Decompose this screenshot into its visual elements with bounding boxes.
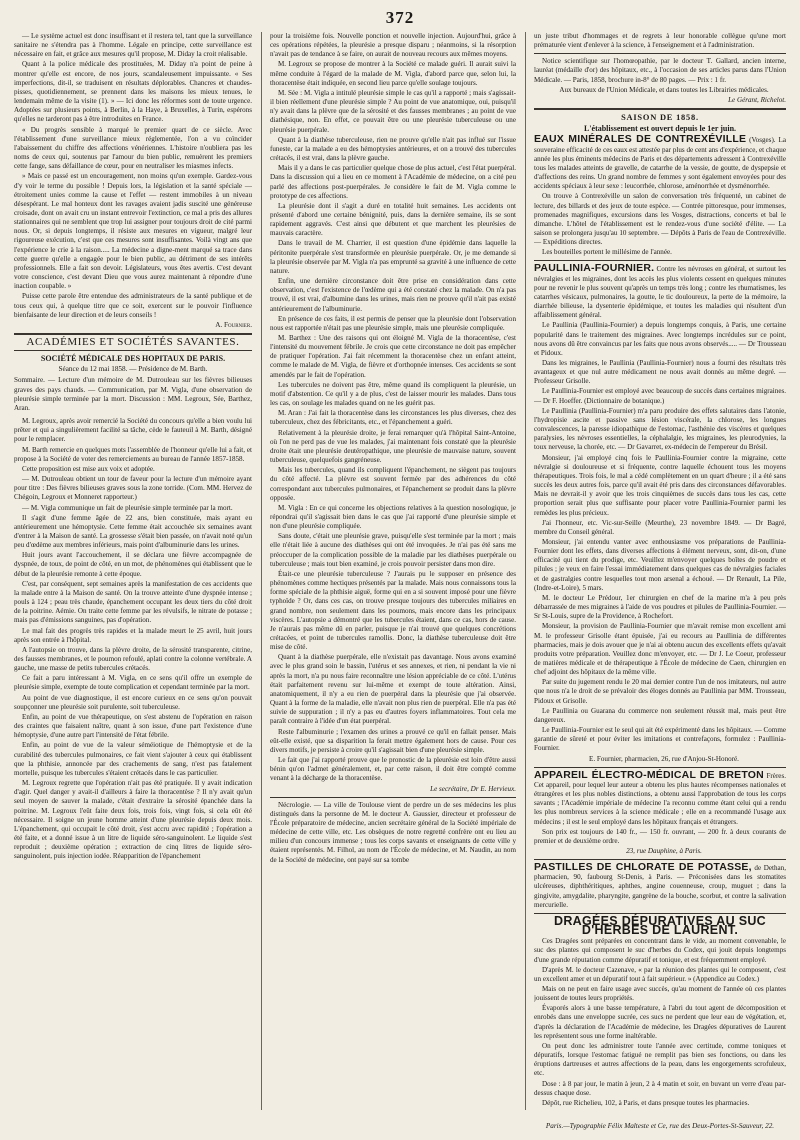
section-title: ACADÉMIES ET SOCIÉTÉS SAVANTES.	[26, 336, 240, 348]
ad-text: On trouve à Contrexéville un salon de conversation très fréquenté, un cabinet de lecture, des billards et des jeux de toute espèce. — Contrée pittoresque, pour immenses, promenades magnifiques, excursions dans les Vosges, distractions, concerts et bal le dimanche. L'hôtel de l'établissement est le rendez-vous d'une société d'élite. — La saison se prolongera jusqu'au 10 septembre. — Dépôts à Paris de l'eau de Contrexéville. — Expéditions directes.	[534, 192, 786, 247]
paragraph: La pleurésie dont il s'agit a duré en totalité huit semaines. Les accidents ont présenté d'abord une certaine bénignité, puis, dans la dernière semaine, ils se sont rapidement aggravés. C'est ainsi que débutent et que marchent les pleurésies de mauvais caractère.	[270, 201, 516, 238]
column-2	[270, 32, 516, 1116]
paragraph: M. Aran : J'ai fait la thoracentèse dans les circonstances les plus diverses, chez des tuberculeux, chez des fébricitants, etc., et l'épanchement a guéri.	[270, 409, 516, 427]
paragraph: Le mal fait des progrès très rapides et la malade meurt le 25 avril, huit jours après son entrée à l'hôpital.	[14, 626, 252, 644]
ad-text: Les bouteilles portent le millésime de l'année.	[542, 248, 672, 257]
paragraph: En présence de ces faits, il est permis de penser que la pleurésie dont l'observation nous est rapportée n'était pas une pleurésie simple, mais une pleurésie compliquée.	[270, 314, 516, 332]
paragraph: Sans doute, c'était une pleurésie grave, puisqu'elle s'est terminée par la mort ; mais elle n'était liée à aucune des diathèses qui ont été invoquées. Je n'ai pas été sans me préoccuper de la complication possible de la maladie par les diathèses puerpérale ou tuberculeuse ; mais tout bien examiné, je crois pouvoir persister dans mon dire.	[270, 532, 516, 568]
paragraph: M. Barth remercie en quelques mots l'assemblée de l'honneur qu'elle lui a fait, et propose à la Société de voter des remerciements au bureau de l'année 1857-1858.	[14, 445, 252, 463]
paragraph: Au point de vue diagnostique, il est encore curieux en ce sens qu'on pouvait soupçonner une pleurésie soit purulente, soit tuberculeuse.	[14, 693, 252, 711]
ad-text: Ces Dragées sont préparées en concentrant dans le vide, au moment convenable, le suc des plantes qui composent le suc d'herbes du Codex, qui jouit depuis longtemps d'une grande réputation comme dépuratif et tonique, et est fréquemment employé.	[534, 937, 786, 964]
paragraph: Quant à la diathèse puerpérale, elle n'existait pas davantage. Nous avons examiné avec le plus grand soin le bassin, l'utérus et ses annexes, et rien, ni pendant la vie ni après la mort, n'a pu nous faire reconnaître une lésion appréciable de ce côté. L'utérus était parfaitement revenu sur lui-même et exempt de toute altération. Ainsi, anatomiquement, il n'y a eu rien de puerpéral dans la pleurésie que j'ai observée. Quant à la forme de la maladie, elle n'avait non plus rien de puerpéral. Elle n'a pas été suivie de suppuration ; il n'y a pas eu d'autres foyers inflammatoires. Tout cela me paraît contraire à l'idée d'un état puerpéral.	[270, 653, 516, 726]
divider	[534, 767, 786, 768]
necrology: Nécrologie. — La ville de Toulouse vient de perdre un de ses médecins les plus distingués dans la personne de M. le docteur A. Gaussier, directeur et professeur de l'École préparatoire de médecine, ancien secrétaire général de la Société impériale de médecine de cette ville, etc. Les obsèques de notre regretté confrère ont eu lieu au milieu d'un concours immense ; tous les corps savants et enseignants de cette ville y étaient représentés. M. Filhol, au nom de l'École de médecine, et M. Naudin, au nom de la Société de médecine, ont payé sur sa tombe	[270, 800, 516, 864]
ad-title-dragees: DRAGÉES DÉPURATIVES AU SUC D'HERBES DE LAURENT.	[554, 913, 766, 938]
divider	[534, 108, 786, 110]
ad-text: Le Paullinia (Paullinia-Fournier) a depuis longtemps conquis, à Paris, une certaine popularité dans le traitement des migraines. Avec longtemps incrédules sur ce point, nous avons dû être convaincus par les faits que nous avons observés..... — Dr Trousseau et Pidoux.	[534, 321, 786, 357]
divider	[14, 350, 252, 351]
ad-text: Monsieur, j'ai entendu vanter avec enthousiasme vos préparations de Paullinia-Fournier dont les effets, dans diverses affections à élément nerveux, sont, dit-on, d'une efficacité qui tient du prodige, etc. Veuillez m'envoyer quelques boîtes de poudre et pilules ; je veux en faire l'essai immédiatement dans quelques cas de névralgies faciales et de gastralgies contre lesquelles tout mon arsenal a échoué. — Dr Renault, La Pile, (Indre-et-Loire), 5 mars.	[534, 537, 786, 592]
paragraph: M. Sée : M. Vigla a intitulé pleurésie simple le cas qu'il a rapporté ; mais s'agissait-il bien réellement d'une pleurésie simple ? Au point de vue anatomique, oui, puisqu'il n'y avait dans la plèvre que de la sérosité et des fausses membranes ; au point de vue diathésique, non. En effet, ce pouvait être ou une pleurésie tuberculeuse ou une pleurésie puerpérale.	[270, 88, 516, 134]
paragraph: — Le système actuel est donc insuffisant et il restera tel, tant que la surveillance sanitaire ne s'étendra pas à l'homme. Légale en principe, cette surveillance est nécessaire en fait, et grâce aux mesures qu'il propose, M. Diday la croit réalisable.	[14, 32, 252, 59]
paragraph: Mais il y a dans le cas particulier quelque chose de plus actuel, c'est l'état puerpéral. Dans la discussion qui a lieu en ce moment à l'Académie de médecine, on a cité peu parlé des affections post-puerpérales. Je considère le fait de M. Vigla comme le prototype de ces affections.	[270, 164, 516, 200]
column-divider-1	[261, 32, 262, 1110]
paragraph: Les tubercules ne doivent pas être, même quand ils compliquent la pleurésie, un motif d'abstention. Ce qu'il y a de plus, c'est de laisser mourir les malades. Dans tous les cas, on soulage les malades quand on ne les guérit pas.	[270, 380, 516, 408]
notice: Notice scientifique sur l'homœopathie, par le docteur T. Gallard, ancien interne, lauréat (médaille d'or) des hôpitaux, etc., à l'occasion de ses articles parus dans l'Union Médicale. — Paris, 1858, brochure in-8° de 80 pages. — Prix : 1 fr.	[534, 57, 786, 84]
paragraph: M. Legroux, après avoir remercié la Société du concours qu'elle a bien voulu lui prêter et qui a singulièrement facilité sa tâche, cède le fauteuil à M. Barth, désigné pour le remplacer.	[14, 417, 252, 444]
paragraph: Reste l'albuminurie ; l'examen des urines a prouvé ce qu'il en fallait penser. Mais eût-elle existé, que sa disparition la ferait mettre également hors de cause. Pour ces divers motifs, je persiste à croire qu'il s'agissait bien d'une pleurésie simple.	[270, 727, 516, 754]
ad-text: Dépôt, rue Richelieu, 102, à Paris, et dans presque toutes les pharmacies.	[542, 1098, 750, 1107]
ad-title-contrexeville: EAUX MINÉRALES DE CONTREXÉVILLE	[534, 133, 747, 146]
column-3	[534, 32, 786, 1116]
ad-text: On peut donc les administrer toute l'année avec certitude, comme toniques et dépuratifs, lorsque l'estomac fatigué ne remplit pas bien ses fonctions, ou dans les éruptions dartreuses et autres affections de la peau, dans les engorgements scrofuleux, etc.	[534, 1041, 786, 1078]
paragraph: Quant à la police médicale des prostituées, M. Diday n'a point de peine à montrer qu'elle est encore, de nos jours, scandaleusement impuissante. « Ses imperfections, dit-il, se traduisent en résultats déplorables. Chancres et chaudes-pisses, quotidiennement, se prennent dans les maisons les mieux tenues, le lendemain même de la visite (1). » — Ici donc les réformes sont de toute urgence. Adoptées sur plusieurs points, à Berlin, à la Haye, à Bruxelles, à Turin, espérons qu'elles ne tarderont pas à être introduites en France.	[14, 60, 252, 124]
paragraph: Le fait que j'ai rapporté prouve que le pronostic de la pleurésie est loin d'être aussi bénin qu'on l'admet généralement, et, par cette raison, il doit être compté comme venant à la décharge de la thoracentèse.	[270, 756, 516, 783]
ad-text: Le Paullinia-Fournier est le seul qui ait été expérimenté dans les hôpitaux. — Comme garantie de sûreté et pour éviter les imitations et contrefaçons, formulez : Paullinia-Fournier.	[534, 726, 786, 753]
ad-text: D'après M. le docteur Cazenave, « par la réunion des plantes qui le composent, c'est un excellent amer et un dépuratif tout à fait supérieur. » (Appendice au Codex.)	[534, 965, 786, 983]
ad-text: J'ai l'honneur, etc. Vic-sur-Seille (Meurthe), 23 novembre 1849. — Dr Bagré, membre du Conseil général.	[534, 518, 786, 536]
paragraph: M. Legroux se propose de montrer à la Société ce malade guéri. Il aurait suivi la même conduite à l'égard de la malade de M. Vigla, d'abord parce que, selon lui, la thoracentèse était indiquée, en second lieu parce qu'elle soulage toujours.	[270, 60, 516, 87]
column-divider-2	[525, 32, 526, 1110]
season-subheading: L'établissement est ouvert depuis le 1er juin.	[583, 124, 737, 134]
ad-text: Dans les migraines, le Paullinia (Paullinia-Fournier) nous a fourni des résultats très avantageux et que nul autre médicament ne nous avait donnés au même degré. — Professeur Grisolle.	[534, 359, 786, 386]
paragraph: Dans le travail de M. Charrier, il est question d'une épidémie dans laquelle la péritonite puerpérale s'est transformée en pleurésie puerpérale. Or, je me demande si la pleurésie observée par M. Vigla n'a pas emprunté sa gravité à une influence de cette nature.	[270, 239, 516, 275]
paragraph: Cette proposition est mise aux voix et adoptée.	[22, 464, 155, 473]
paragraph: M. Barthez : Une des raisons qui ont éloigné M. Vigla de la thoracentèse, c'est l'intensité du mouvement fébrile. Je crois que cette circonstance ne doit pas empêcher de pratiquer l'opération. J'ai fait récemment la thoracentèse chez un enfant atteint, comme le malade de M. Vigla, de fièvre et d'orthopnée intenses. Ces accidents se sont amendés par le fait de l'opération.	[270, 334, 516, 379]
ad-text: Mais on ne peut en faire usage avec succès, qu'au moment de l'année où ces plantes jouissent de toutes leurs propriétés.	[534, 985, 786, 1003]
paragraph: Relativement à la pleurésie droite, je ferai remarquer qu'à l'hôpital Saint-Antoine, où l'on ne perd pas de vue les malades, j'ai maintenant fois constaté que la pleurésie droite était une pleurésie deutéropathique, une pleurésie de mauvaise nature, souvent tuberculeuse, quelquefois gangréneuse.	[270, 428, 516, 465]
divider	[14, 333, 252, 335]
paragraph: M. Vigla : En ce qui concerne les objections relatives à la question nosologique, je répondrai qu'il s'agissait bien dans le cas que j'ai rapporté d'une pleurésie simple et non d'une pleurésie compliquée.	[270, 503, 516, 531]
society-title: SOCIÉTÉ MÉDICALE DES HOPITAUX DE PARIS.	[40, 354, 226, 364]
ad-text: Par suite du jugement rendu le 20 mai dernier contre l'un de nos imitateurs, nul autre que nous n'a le droit de se prévaloir des éloges donnés au Paullinia par MM. Trousseau, Pidoux et Grisolle.	[534, 678, 786, 705]
ad-text: Le Paullinia-Fournier est employé avec beaucoup de succès dans certaines migraines. — Dr F. Hoeffer. (Dictionnaire de botanique.)	[534, 387, 786, 405]
paragraph: Enfin, au point de vue thérapeutique, on s'est abstenu de l'opération en raison des craintes que faisaient naître, quant à son issue, d'une part l'existence d'une hémoptysie, d'une autre part l'intensité de l'état fébrile.	[14, 712, 252, 740]
gerant: Le Gérant, Richelot.	[728, 95, 786, 104]
paragraph: Mais les tubercules, quand ils compliquent l'épanchement, ne siègent pas toujours du côté affecté. La plèvre est souvent fermée par des adhérences du côté correspondant aux tubercules pulmonaires, et l'épanchement se produit dans la plèvre opposée.	[270, 466, 516, 502]
newspaper-page	[14, 8, 786, 1134]
secretary-signature: Le secrétaire, Dr E. Hervieux.	[430, 784, 516, 793]
divider	[534, 859, 786, 860]
sommaire: Sommaire. — Lecture d'un mémoire de M. Dutrouleau sur les fièvres bilieuses graves des pays chauds. — Communication, par M. Vigla, d'une observation de pleurésie simple terminée par la mort. Discussion : MM. Legroux, Sée, Barthez, Aran.	[14, 376, 252, 412]
paragraph: Huit jours avant l'accouchement, il se déclara une fièvre accompagnée de dyspnée, de toux, de point de côté, en un mot, de phénomènes qui établissent que le début de la pleurésie remonte à cette époque.	[14, 551, 252, 578]
paragraph: Enfin, une dernière circonstance doit être prise en considération dans cette observation, c'est l'existence de l'œdème qui a été constaté chez la malade. On n'a pas trouvé, il est vrai, d'albumine dans les urines, mais rien ne prouve qu'il n'ait pas existé antérieurement de l'albuminurie.	[270, 277, 516, 313]
paragraph: » Mais ce passé est un encouragement, non moins qu'un exemple. Gardez-vous d'y voir le terme du possible ! Depuis lors, la législation et la santé spéciale — étroitement unies comme la cause et l'effet — restent immobiles à un niveau désespérant. Le mal honteux dont les ravages avaient jadis suscité une généreuse croisade, dont on avait cru un instant entrevoir l'extinction, ce mal a pris des allures stationnaires qui ne semblent que trop lui assigner pour toujours droit de cité parmi nous. Or, si depuis longtemps, il résiste aux mesures en vigueur, malgré leur rigoureuse exécution, c'est que ces mesures sont insuffisantes. Voilà vingt ans que l'expérience le crie à la raison..... La médecine a digne-ment marqué sa trace dans cette guerre qu'elle a engagée pour le bien public, au détriment de ses intérêts professionnels. Elle a fait son devoir. Législateurs, vous êtes avertis. C'est devant votre conscience, c'est devant Dieu que vous aurez maintenant à répondre d'une inaction coupable. »	[14, 172, 252, 291]
paragraph: — M. Vigla communique un fait de pleurésie simple terminée par la mort.	[22, 503, 233, 512]
ad-text: Le Paullinia ou Guarana du commerce non seulement réussit mal, mais peut être dangereux.	[534, 706, 786, 724]
paragraph: Il s'agit d'une femme âgée de 22 ans, bien constituée, mais ayant eu antérieurement une hémoptysie. Cette femme était accouchée six semaines avant d'entrer à la Maison de santé. La grossesse s'était bien passée, on n'avait noté qu'un peu d'œdème aux membres inférieurs, mais point d'albuminurie dans les urines.	[14, 513, 252, 550]
page-number: 372	[385, 8, 415, 27]
ad-text: Le Paullinia (Paullinia-Fournier) m'a paru produire des effets salutaires dans l'atonie, l'hydropisie ascite et passive sans lésion viscérale, la chlorose, les longues convalescences, la paresse idiopathique de l'estomac, l'asthénie des viscères et quelques paralysies, les névroses essentielles, la céphalalgie, les migraines, les pleurodynies, la toux nerveuse, la chorée, etc. — Dr Gavarret, ex-médecin de l'empereur du Brésil.	[534, 406, 786, 452]
printer-footer: Paris.—Typographie Félix Malteste et Ce, rue des Deux-Portes-St-Sauveur, 22.	[545, 1122, 775, 1130]
ad-text: M. le docteur Le Prédour, 1er chirurgien en chef de la marine m'a à peu près débarrassée de mes migraines à l'aide de vos poudres et pilules de Paullinia-Fournier. — Sr St-Louis, supre de la Providence, à Rochefort.	[534, 593, 786, 621]
ad-address: E. Fournier, pharmacien, 26, rue d'Anjou-St-Honoré.	[589, 754, 739, 763]
ad-title-paullinia: PAULLINIA-FOURNIER.	[534, 262, 655, 275]
ad-title-pastilles: PASTILLES DE CHLORATE DE POTASSE,	[534, 861, 752, 874]
ad-text: Contre les névroses en général, et surtout les névralgies et les migraines, dont les accès les plus violents cessent en quelques minutes pour ne revenir le plus souvent qu'après un temps très long ; contre les rhumatismes, les catarrhes vésicaux, pulmonaires, la goutte, le tic douloureux, la perte de la mémoire, la diarrhée bilieuse, la dysenterie épidémique, et toutes les maladies qui résultent d'un affaiblissement général.	[534, 265, 786, 320]
ad-text: Évaporés alors à une basse température, à l'abri du tout agent de décomposition et enrobés dans une enveloppe sucrée, ces sucs ne perdent que leur eau de végétation, et, d'après la déclaration de l'Académie de médecine, les Dragées dépuratives de Laurent les représentent sous une forme inaltérable.	[534, 1004, 786, 1040]
ad-text: Monsieur, j'ai employé cinq fois le Paullinia-Fournier contre la migraine, cette névralgie si douloureuse et si fréquente, contre laquelle échouent tous les moyens thérapeutiques. Trois fois, le mal a cédé complètement en un quart d'heure ; il a été sans succès les deux autres fois, parce qu'il avait été pris dans des circonstances défavorables. Mais ne devrait-il y avoir que les trois cinquièmes de succès dans tous les cas, cette proportion serait plus que suffisante pour placer votre Paullinia-Fournier parmi les remèdes les plus précieux.	[534, 453, 786, 517]
ad-text: Son prix est toujours de 140 fr., — 150 fr. ouvrant, — 200 fr. à deux courants de premier et de deuxième ordre.	[534, 827, 786, 845]
paragraph: un juste tribut d'hommages et de regrets à leur honorable collègue qu'une mort prématurée vient d'enlever à la science, à l'enseignement et à l'administration.	[534, 32, 786, 50]
paragraph: Était-ce une pleurésie tuberculeuse ? J'aurais pu le supposer en présence des phénomènes comme hectiques présentés par la malade. Mais nous connaissons tous la forme spéciale de la phthisie aiguë, forme qui en a si souvent imposé pour une fièvre typhoïde ? Or, dans ces cas, on trouve presque toujours des tubercules miliaires en grand nombre, non seulement dans les poumons, mais encore dans les principaux viscères. L'autopsie a démontré que les tubercules étaient, dans ce cas, hors de cause. Je n'aurais pas même dû en parler, puisque je n'ai trouvé que quelques concrétions crétacées, et point de tubercules ramollis. Donc, la diathèse tuberculeuse doit être mise de côté.	[270, 569, 516, 652]
paragraph: Ce fait a paru intéressant à M. Vigla, en ce sens qu'il offre un exemple de pleurésie simple, exempte de toute complication et cependant terminée par la mort.	[14, 674, 252, 692]
signature: A. Fournier.	[215, 320, 252, 329]
paragraph: A l'autopsie on trouve, dans la plèvre droite, de la sérosité transparente, citrine, des fausses membranes, et le poumon refoulé, aplati contre la colonne vertébrale. A gauche, une masse de petits tubercules crétacés.	[14, 645, 252, 673]
paragraph: M. Legroux regrette que l'opération n'ait pas été pratiquée. Il y avait indication d'agir. Quel danger y avait-il d'ailleurs à faire la thoracentèse ? Il n'y avait qu'un seul moyen de sauver la malade, c'était d'extraire la sérosité épanchée dans la poitrine. M. Legroux l'eût faite deux fois, trois fois, vingt fois, si cela eût été nécessaire. Il soigne un jeune homme atteint d'une pleurésie depuis deux mois. L'épanchement, qui occupait le côté droit, s'est accru avec rapidité ; l'opération a été faite, et a donné issue à un litre de liquide séro-sanguinolent. Le liquide s'est reproduit ; deuxième opération ; extraction de cinq litres de liquide séro-sanguinolent, puis injection iodée. Réapparition de l'épanchement	[14, 779, 252, 861]
seance-line: Séance du 12 mai 1858. — Présidence de M. Barth.	[58, 365, 208, 374]
paragraph: — M. Dutrouleau obtient un tour de faveur pour la lecture d'un mémoire ayant pour titre : Des fièvres bilieuses graves sous la zone torride. (Com. MM. Hervez de Chégoin, Legroux et Monneret rapporteur.)	[14, 475, 252, 502]
divider	[534, 260, 786, 261]
paragraph: Quant à la diathèse tuberculeuse, rien ne prouve qu'elle n'ait pas influé sur l'issue funeste, car la malade a eu des hémoptysies antérieures, et on a trouvé des tubercules crétacés, il est vrai, dans la plèvre gauche.	[270, 135, 516, 163]
season-heading: SAISON DE 1858.	[621, 113, 699, 123]
ad-text: (Vosges). La souveraine efficacité de ces eaux est attestée par plus de cent ans d'expérience, et chaque année les plus éminents médecins de Paris et des départements adressent à Contrexéville tous les malades atteints de gravelle, de catarrhe de la vessie, de goutte, de dyspepsie et d'affections des reins. Un grand nombre de femmes y sont également envoyées pour des accidents spéciaux à leur sexe : leucorrhée, chlorose, aménorrhée et dysménorrhée.	[534, 136, 786, 191]
divider	[534, 53, 786, 54]
ad-address: 23, rue Dauphine, à Paris.	[626, 846, 702, 855]
column-1	[14, 32, 252, 1116]
notice-availability: Aux bureaux de l'Union Médicale, et dans toutes les Librairies médicales.	[559, 85, 769, 94]
paragraph: Puisse cette parole être entendue des administrateurs de la santé publique et de tous ceux qui, à quelque titre que ce soit, exercent sur le pouvoir l'influence bienfaisante de leur direction et de leurs conseils !	[14, 292, 252, 319]
ad-text: Frères. Cet appareil, pour lequel leur auteur a obtenu les plus hautes récompenses nationales et étrangères et les plus nobles distinctions, a obtenu aussi l'approbation de tous les corps savants ; l'Académie impériale de médecine l'a reconnu comme étant celui qui a rendu les plus nombreux services à la science médicale ; elle en a recommandé l'usage aux médecins ; il est le seul employé dans les hôpitaux français et étrangers.	[534, 771, 786, 826]
paragraph: pour la troisième fois. Nouvelle ponction et nouvelle injection. Aujourd'hui, grâce à ces opérations répétées, la pleurésie a presque disparu ; néanmoins, si la résorption n'avait pas de tendance à se faire, on aurait de nouveau recours aux mêmes moyens.	[270, 32, 516, 59]
paragraph: Enfin, au point de vue de la valeur séméiotique de l'hémoptysie et de la curabilité des tubercules pulmonaires, ce fait vient s'ajouter à ceux qui établissent que la phthisie, annoncée par des crachements de sang, n'est pas fatalement mortelle, puisque les tubercules s'étaient crétacés dans le cas particulier.	[14, 741, 252, 777]
divider	[270, 797, 516, 798]
ad-text: Dose : à 8 par jour, le matin à jeun, 2 à 4 matin et soir, en buvant un verre d'eau par-dessus chaque dose.	[534, 1079, 786, 1097]
ad-title-electro: APPAREIL ÉLECTRO-MÉDICAL DE BRETON	[534, 768, 764, 781]
paragraph: C'est, par conséquent, sept semaines après la manifestation de ces accidents que la malade entre à la Maison de santé. On la trouve atteinte d'une dyspnée intense ; pouls à 124 ; peau très chaude, épanchement occupant les deux tiers du côté droit de la poitrine. Aémie. On traite cette femme par les révulsifs, le nitrate de potasse ; mais pas d'émissions sanguines, pas d'opération.	[14, 579, 252, 625]
ad-text: Monsieur, la provision de Paullinia-Fournier que m'avait remise mon excellent ami M. le professeur Grisolle étant épuisée, j'ai eu recours au Paullinia de différentes pharmacies, mais je dois avouer que je n'ai ai obtenu aucun des excellents effets qu'avait produits votre préparation. Veuillez donc m'envoyer, etc. — Dr J. Le Coeur, professeur de matières médicale et de thérapeutique à l'École de médecine de Caen, chirurgien en chef adjoint des hôpitaux de la même ville.	[534, 622, 786, 677]
ad-text: de Dethan, pharmacien, 90, faubourg St-Denis, à Paris. — Préconisées dans les stomatites ulcéreuses, diphthéritiques, aphthes, angine couenneuse, croup, muguet ; dans la gingivite, amygdalite, pharyngite, gangrène de la bouche, scorbut, et contre la salivation mercurielle.	[534, 864, 786, 909]
paragraph: « Du progrès sensible à marqué le premier quart de ce siècle. Avec l'établissement d'une surveillance mieux réglementée, l'on a vu coïncider l'abaissement du chiffre des affections vénériennes. L'histoire n'oubliera pas les noms de ceux qui, soutenus par l'amour du bien public, remuèrent les premiers cette fange, sans défaillance de cœur, pour en neutraliser les miasmes infects.	[14, 125, 252, 171]
